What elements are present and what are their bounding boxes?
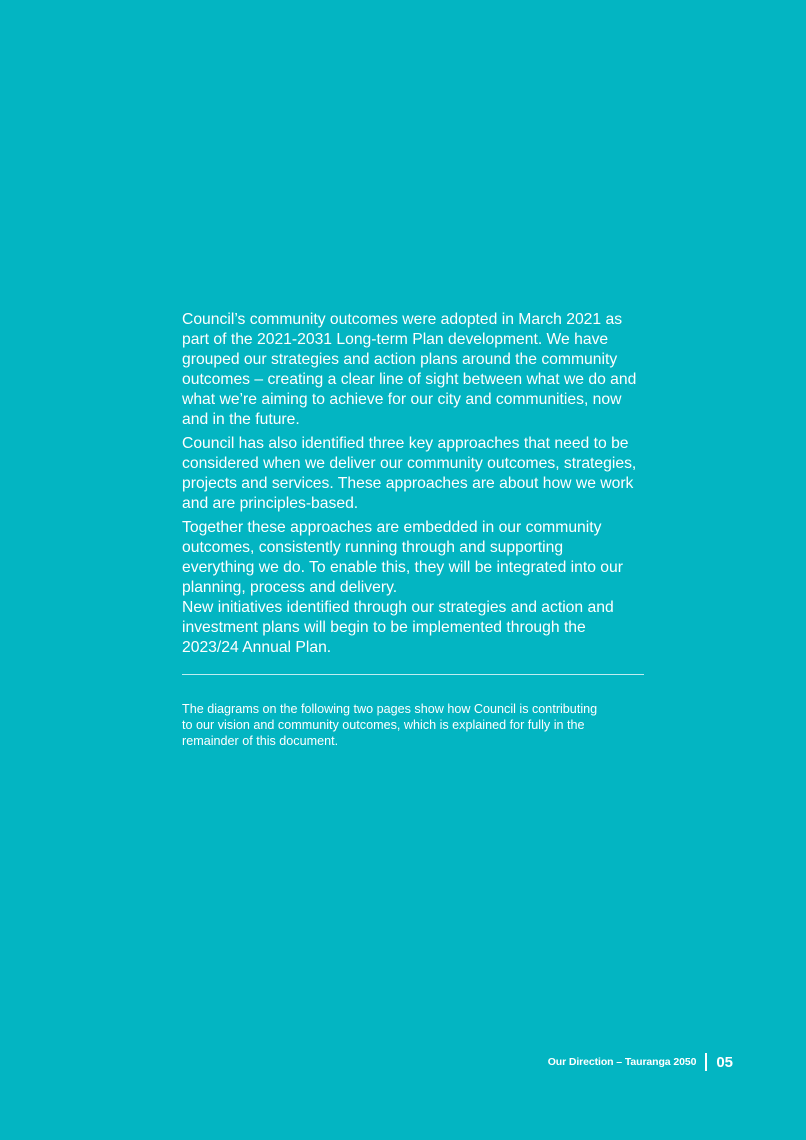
paragraph-community-outcomes: Council’s community outcomes were adopted in March 2021 as part of the 2021-2031 Long-term Plan development. We have grouped our strategies and action plans around the community outcomes – creating a clear line of sight between what we do and what we’re aiming to achieve for our city and communities, now and in the future. xyxy=(182,311,637,428)
body-text xyxy=(182,310,652,662)
divider xyxy=(182,674,644,675)
footer-separator xyxy=(705,1053,707,1071)
page-footer xyxy=(548,1053,733,1071)
paragraph-key-approaches: Council has also identified three key approaches that need to be considered when we deliver our community outcomes, strategies, projects and services. These approaches are about how we work and are principles-based. xyxy=(182,435,637,512)
paragraph-embedded-approaches: Together these approaches are embedded in our community outcomes, consistently running through and supporting everything we do. To enable this, they will be integrated into our planning, process and delivery. xyxy=(182,519,623,596)
paragraph-new-initiatives: New initiatives identified through our strategies and action and investment plans will begin to be implemented through the 2023/24 Annual Plan. xyxy=(182,599,614,656)
diagram-note: The diagrams on the following two pages show how Council is contributing to our vision and community outcomes, which is explained for fully in the remainder of this document. xyxy=(182,702,598,748)
page-number: 05 xyxy=(716,1053,733,1071)
footer-title: Our Direction – Tauranga 2050 xyxy=(547,1056,697,1068)
